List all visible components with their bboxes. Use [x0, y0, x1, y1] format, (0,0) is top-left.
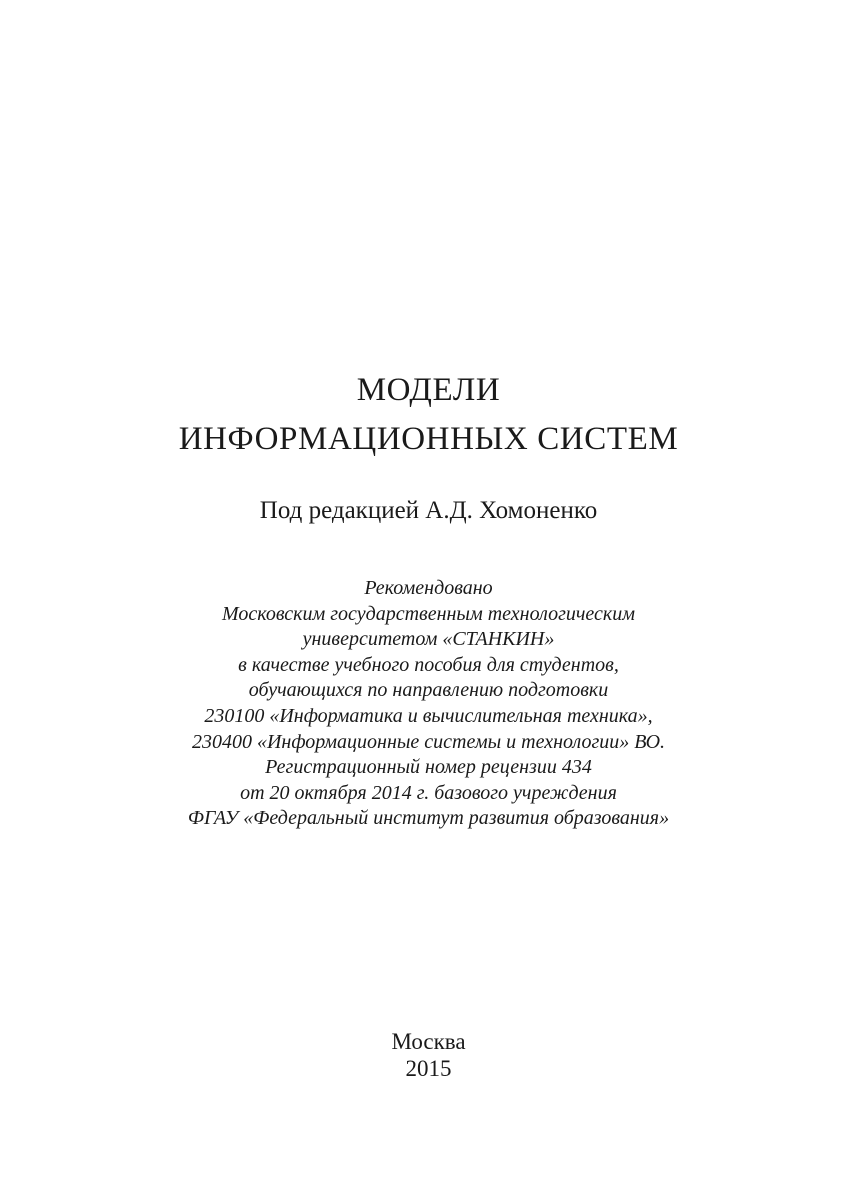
imprint-year: 2015	[405, 1056, 452, 1081]
recommendation-line: от 20 октября 2014 г. базового учреждения	[240, 781, 617, 804]
recommendation-block	[0, 576, 857, 832]
recommendation-line: ФГАУ «Федеральный институт развития образования»	[187, 807, 670, 830]
recommendation-line: обучающихся по направлению подготовки	[248, 679, 609, 702]
recommendation-line: Регистрационный номер рецензии 434	[265, 756, 592, 779]
recommendation-line: в качестве учебного пособия для студентов,	[238, 653, 619, 676]
editor-credit: Под редакцией А.Д. Хомоненко	[259, 497, 598, 524]
book-title-line-1: МОДЕЛИ	[356, 372, 501, 408]
book-title-line-2: ИНФОРМАЦИОННЫХ СИСТЕМ	[178, 421, 679, 457]
book-title	[0, 366, 857, 464]
recommendation-line: Рекомендовано	[364, 577, 493, 599]
imprint	[0, 1028, 857, 1082]
recommendation-line: 230400 «Информационные системы и технологии» ВО.	[191, 730, 666, 753]
recommendation-line: университетом «СТАНКИН»	[302, 628, 555, 651]
recommendation-line: Московским государственным технологическим	[221, 602, 636, 625]
recommendation-line: 230100 «Информатика и вычислительная техника»,	[204, 704, 653, 727]
imprint-city: Москва	[391, 1029, 466, 1054]
